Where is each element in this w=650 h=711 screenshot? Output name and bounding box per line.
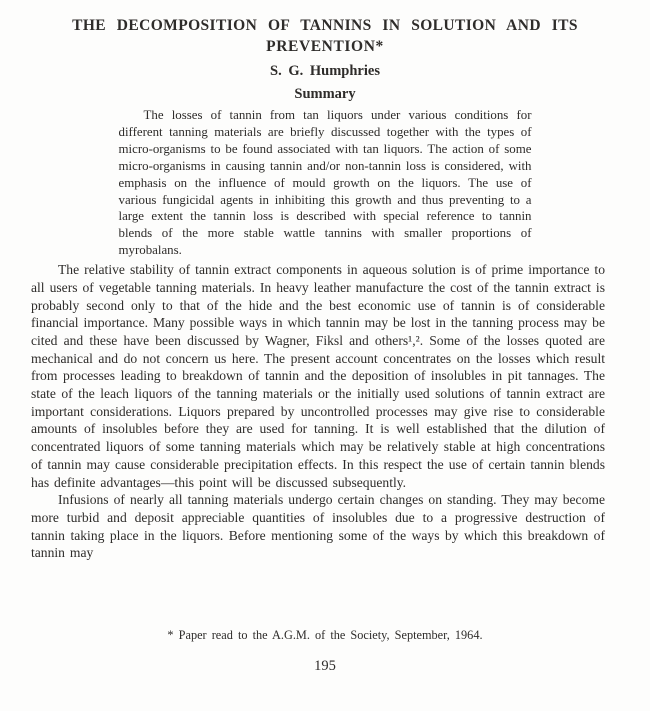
body-paragraph-2: Infusions of nearly all tanning materials undergo certain changes on standing. They may become more turbid and deposit appreciable quantities of insolubles due to a progressive destruction of tannin taking place in the liquors. Before mentioning some of the ways by which this breakdown of tannin may — [31, 492, 605, 561]
article-title-line-2: PREVENTION* — [266, 38, 384, 55]
page-number: 195 — [314, 658, 336, 674]
summary-paragraph: The losses of tannin from tan liquors under various conditions for different tanning materials are briefly discussed together with the types of micro-organisms to be found associated with tan liquors. The action of some micro-organisms in causing tannin and/or non-tannin loss is considered, with emphasis on the influence of mould growth on the liquors. The use of various fungicidal agents in inhibiting this growth and thus preventing to a large extent the tannin loss is described with special reference to tannin blends of the more stable wattle tannins with smaller proportions of myrobalans. — [118, 108, 532, 258]
footnote: * Paper read to the A.G.M. of the Society, September, 1964. — [167, 628, 483, 642]
author-name: S. G. Humphries — [270, 63, 380, 79]
article-body — [31, 261, 605, 562]
article-title — [0, 15, 650, 57]
summary-heading: Summary — [294, 86, 356, 102]
article-title-line-1: THE DECOMPOSITION OF TANNINS IN SOLUTION AND ITS — [72, 17, 578, 34]
body-paragraph-1: The relative stability of tannin extract components in aqueous solution is of prime importance to all users of vegetable tanning materials. In heavy leather manufacture the cost of the tannin extract is probably second only to that of the hide and the best economic use of tannin is of considerable financial importance. Many possible ways in which tannin may be lost in the tanning process may be cited and these have been discussed by Wagner, Fiksl and others¹,². Some of the losses quoted are mechanical and do not concern us here. The present account concentrates on the losses which result from processes leading to breakdown of tannin and the deposition of insolubles in pit tannages. The state of the leach liquors of the tanning materials or the initially used solutions of tannin extract are important considerations. Liquors prepared by uncontrolled processes may give rise to considerable amounts of insolubles before they are used for tanning. It is well established that the dilution of concentrated liquors of some tanning materials which may be relatively stable at high concentrations of tannin may cause considerable precipitation effects. In this respect the use of certain tannin blends has definite advantages—this point will be discussed subsequently. — [31, 262, 605, 490]
